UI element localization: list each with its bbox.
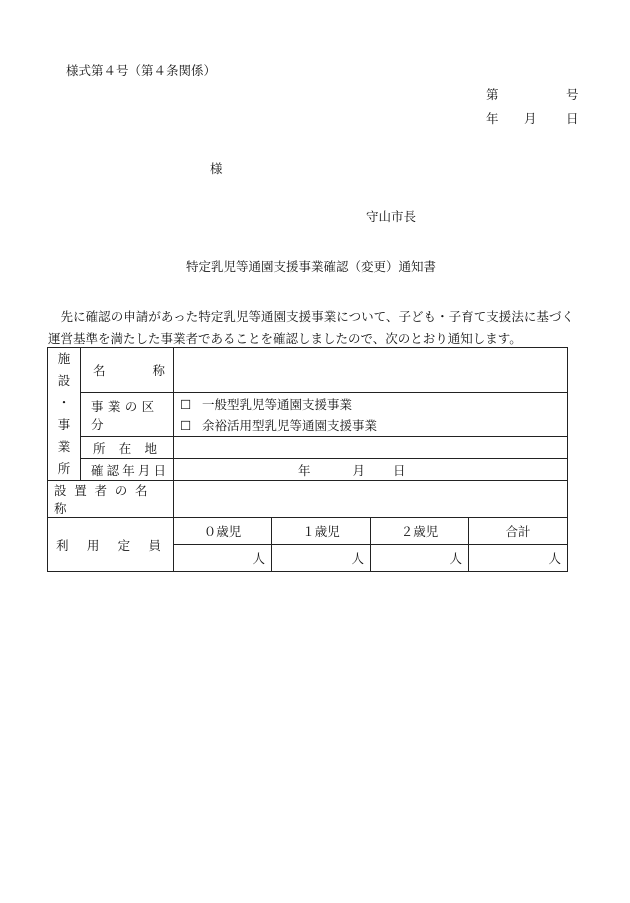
- table-row: [48, 518, 568, 545]
- facility-table: [47, 347, 568, 572]
- body-text: 先に確認の申請があった特定乳児等通園支援事業について、子ども・子育て支援法に基づく運営基準を満たした事業者であることを確認しましたので、次のとおり通知します。: [48, 309, 574, 346]
- form-number: 様式第４号（第４条関係）: [66, 63, 217, 78]
- age1-capacity[interactable]: 人: [272, 545, 371, 572]
- table-row: [48, 459, 568, 481]
- age0-header: ０歳児: [174, 518, 272, 545]
- table-row: [48, 348, 568, 393]
- table-row: [48, 437, 568, 459]
- category-label: 事業の区分: [81, 393, 174, 437]
- name-value[interactable]: [174, 348, 568, 393]
- issue-month-label: 月: [524, 111, 537, 126]
- addressee-suffix: 様: [210, 161, 223, 176]
- age1-header: １歳児: [272, 518, 371, 545]
- number-prefix: 第: [486, 87, 499, 102]
- confirm-date-label: 確認年月日: [81, 459, 174, 481]
- category-option-1[interactable]: ☐ 一般型乳児等通園支援事業: [174, 393, 568, 416]
- confirm-date-value[interactable]: 年 月 日: [174, 459, 568, 481]
- location-value[interactable]: [174, 437, 568, 459]
- establisher-label: 設置者の名称: [48, 481, 174, 518]
- age2-header: ２歳児: [371, 518, 469, 545]
- total-header: 合計: [469, 518, 568, 545]
- category-option-2[interactable]: ☐ 余裕活用型乳児等通園支援事業: [174, 415, 568, 437]
- name-label: 名 称: [81, 348, 174, 393]
- facility-group-label: 施 設 ・ 事 業 所: [48, 348, 81, 481]
- issuer-name: 守山市長: [366, 209, 417, 224]
- establisher-value[interactable]: [174, 481, 568, 518]
- age2-capacity[interactable]: 人: [371, 545, 469, 572]
- table-row: [48, 393, 568, 416]
- number-suffix: 号: [566, 87, 579, 102]
- age0-capacity[interactable]: 人: [174, 545, 272, 572]
- location-label: 所 在 地: [81, 437, 174, 459]
- checkbox-icon[interactable]: ☐: [180, 396, 192, 412]
- capacity-label: 利 用 定 員: [48, 518, 174, 572]
- document-title: 特定乳児等通園支援事業確認（変更）通知書: [186, 259, 437, 274]
- issue-year-label: 年: [486, 111, 499, 126]
- total-capacity[interactable]: 人: [469, 545, 568, 572]
- checkbox-icon[interactable]: ☐: [180, 418, 192, 433]
- issue-day-label: 日: [566, 111, 579, 126]
- table-row: [48, 481, 568, 518]
